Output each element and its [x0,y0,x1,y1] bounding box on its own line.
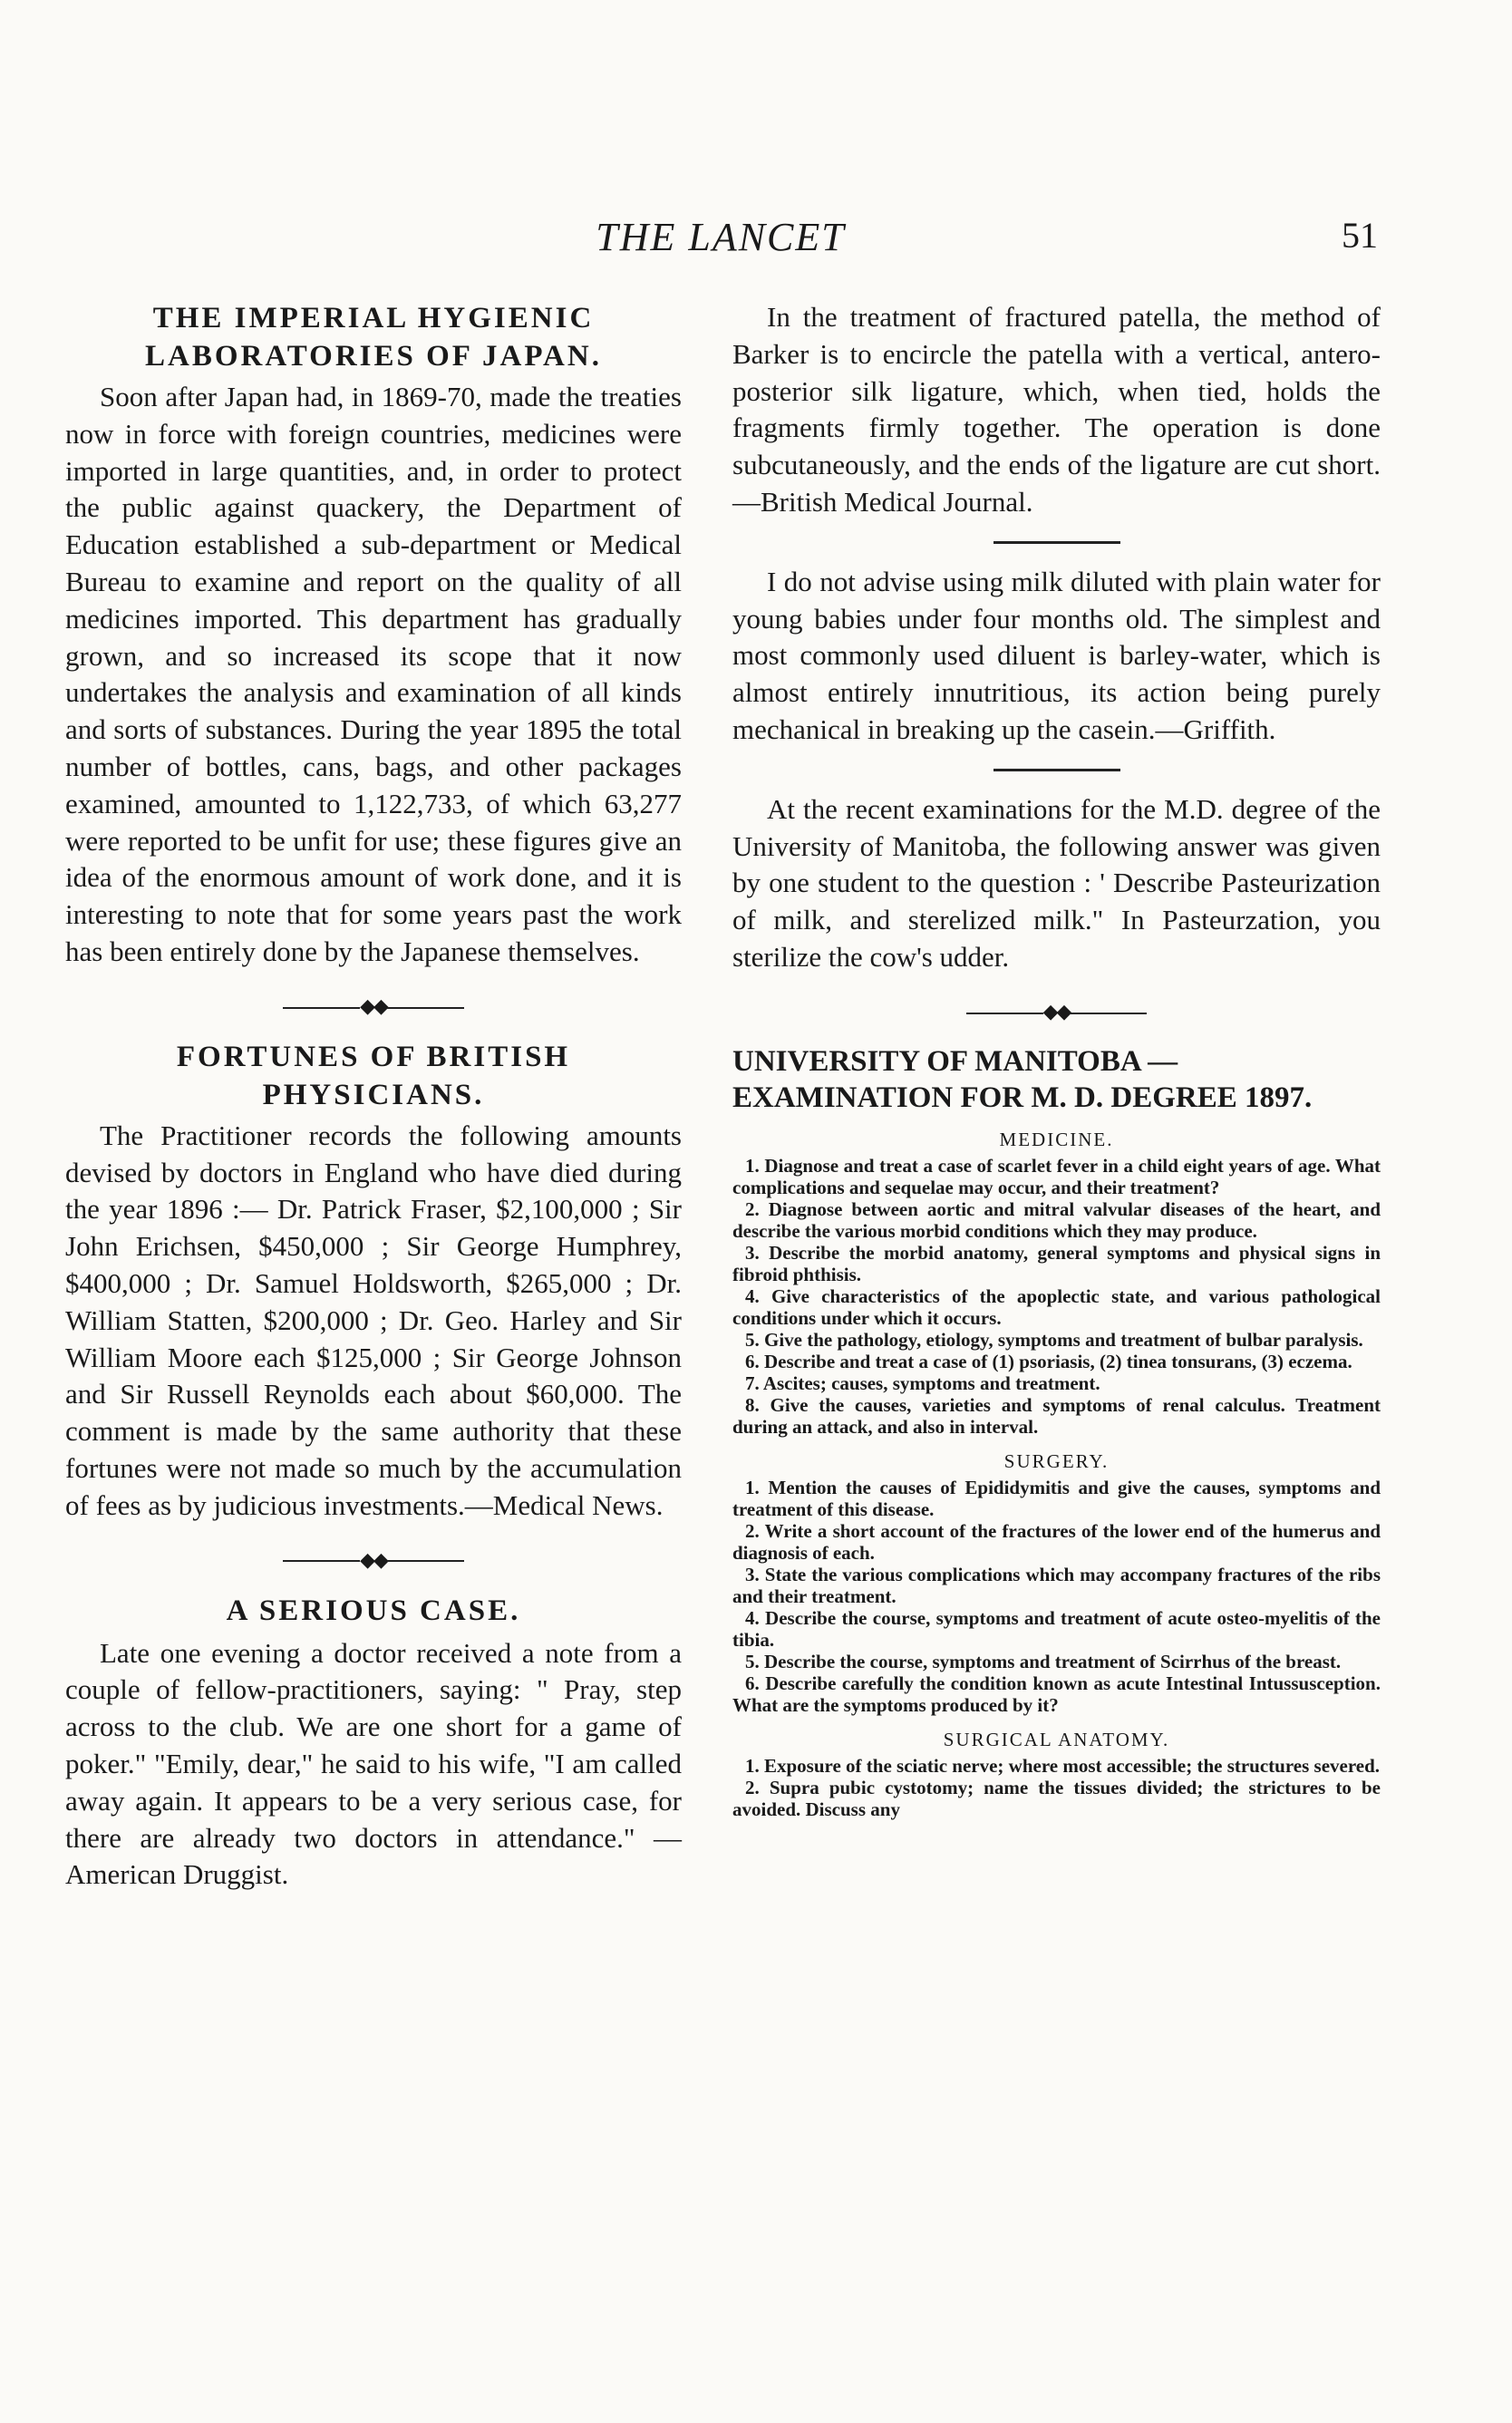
exam-question: 5. Give the pathology, etiology, symptoms and treatment of bulbar paralysis. [745,1328,1363,1351]
surgery-questions [732,1477,1381,1716]
ornament-divider: ◆◆ [65,1548,682,1572]
exam-question: 1. Mention the causes of Epididymitis and give the causes, symptoms and treatment of this disease. [732,1476,1381,1520]
exam-question: 1. Exposure of the sciatic nerve; where most accessible; the structures severed. [745,1754,1381,1777]
exam-question: 6. Describe and treat a case of (1) psoriasis, (2) tinea tonsurans, (3) eczema. [745,1350,1352,1372]
section-anatomy-heading: SURGICAL ANATOMY. [943,1728,1170,1750]
exam-question: 2. Supra pubic cystotomy; name the tissues divided; the strictures to be avoided. Discuss any [732,1776,1381,1820]
article-fortunes [65,1038,682,1525]
exam-question: 3. Describe the morbid anatomy, general symptoms and physical signs in fibroid phthisis. [732,1241,1381,1285]
ornament-divider: ◆◆ [732,1000,1381,1023]
exam-question: 7. Ascites; causes, symptoms and treatment. [745,1371,1100,1394]
section-medicine-heading: MEDICINE. [999,1128,1114,1150]
right-column [732,299,1381,1820]
section-surgery-heading: SURGERY. [1003,1449,1110,1472]
note-barley-water: I do not advise using milk diluted with plain water for young babies under four months old. The simplest and most commonly used diluent is barley-water, which is almost entirely innutritious, its action being purely mechanical in breaking up the casein.—Griffith. [732,565,1381,745]
article-title: THE IMPERIAL HYGIENIC LABORATORIES OF JAPAN. [145,302,602,373]
exam-question: 4. Give characteristics of the apoplectic state, and various pathological conditions under which it occurs. [732,1284,1381,1329]
exam-question: 4. Describe the course, symptoms and treatment of acute osteo-myelitis of the tibia. [732,1606,1381,1651]
exam-question: 6. Describe carefully the condition known as acute Intestinal Intussusception. What are the symptoms produced by it? [732,1672,1381,1716]
medicine-questions [732,1155,1381,1438]
page-header [63,214,1378,268]
article-body: The Practitioner records the following amounts devised by doctors in England who have died during the year 1896 :— Dr. Patrick Fraser, $2,100,000 ; Sir John Erichsen, $450,000 ; Sir George Humphrey, $400,000 ; Dr. Samuel Holdsworth, $265,000 ; Dr. William Statten, $200,000 ; Dr. Geo. Harley and Sir William Moore each $125,000 ; Sir George Johnson and Sir Russell Reynolds each about $60,000. The comment is made by the same authority that these fortunes were not made so much by the accumulation of fees as by judicious investments.—Medical News. [65,1119,682,1521]
exam-title: UNIVERSITY OF MANITOBA — EXAMINATION FOR M. D. DEGREE 1897. [732,1044,1313,1114]
article-imperial-hygienic [65,299,682,971]
exam-question: 1. Diagnose and treat a case of scarlet fever in a child eight years of age. What complications and sequelae may occur, and their treatment? [732,1154,1381,1198]
exam-question: 2. Diagnose between aortic and mitral valvular diseases of the heart, and describe the various morbid conditions which they may produce. [732,1197,1381,1242]
article-body: Late one evening a doctor received a note from a couple of fellow-practitioners, saying: " Pray, step across to the club. We are one short for a game of poker." "Emily, dear," he said to his wife, "I am called away again. It appears to be a very serious case, for there are already two doctors in attendance." — American Druggist. [65,1636,682,1891]
article-title: A SERIOUS CASE. [226,1594,521,1627]
note-pasteurization: At the recent examinations for the M.D. degree of the University of Manitoba, the following answer was given by one student to the question : ' Describe Pasteurization of milk, and sterelized milk." In Pasteurzation, you sterilize the cow's udder. [732,792,1381,973]
left-column [65,299,682,1894]
article-body: Soon after Japan had, in 1869-70, made the treaties now in force with foreign countries, medicines were imported in large quantities, and, in order to protect the public against quackery, the Department of Education established a sub-department or Medical Bureau to examine and report on the quality of all medicines imported. This department has gradually grown, and so increased its scope that it now undertakes the analysis and examination of all kinds and sorts of substances. During the year 1895 the total number of bottles, cans, bags, and other packages examined, amounted to 1,122,733, of which 63,277 were reported to be unfit for use; these figures give an idea of the enormous amount of work done, and it is interesting to note that for some years past the work has been entirely done by the Japanese themselves. [65,381,682,967]
article-title: FORTUNES OF BRITISH PHYSICIANS. [176,1040,571,1111]
exam-question: 8. Give the causes, varieties and symptoms of renal calculus. Treatment during an attack, and also in interval. [732,1393,1381,1438]
exam-article [732,1043,1381,1820]
exam-question: 5. Describe the course, symptoms and treatment of Scirrhus of the breast. [745,1650,1342,1672]
short-rule [993,769,1120,771]
ornament-divider: ◆◆ [65,994,682,1018]
exam-question: 2. Write a short account of the fractures of the lower end of the humerus and diagnosis of each. [732,1519,1381,1564]
page-number: 51 [1342,215,1378,256]
short-rule [993,541,1120,544]
journal-title: THE LANCET [596,215,846,259]
article-serious-case [65,1592,682,1895]
exam-question: 3. State the various complications which may accompany fractures of the ribs and their treatment. [732,1563,1381,1607]
note-patella: In the treatment of fractured patella, the method of Barker is to encircle the patella with a vertical, antero-posterior silk ligature, which, when tied, holds the fragments firmly together. The operation is done subcutaneously, and the ends of the ligature are cut short.—British Medical Journal. [732,301,1381,518]
anatomy-questions [732,1755,1381,1820]
